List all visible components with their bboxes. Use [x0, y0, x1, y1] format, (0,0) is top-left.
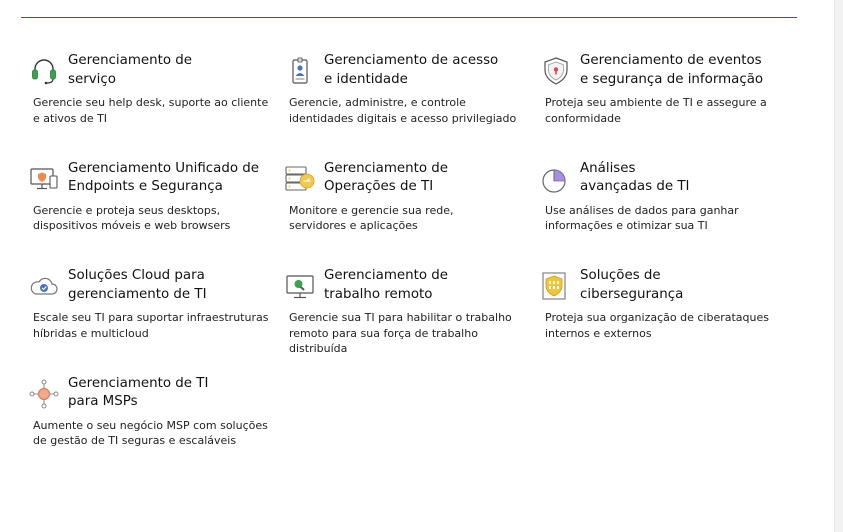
card-description	[33, 95, 281, 126]
solution-card-service-management[interactable]	[28, 52, 284, 160]
desc-line: conformidade	[545, 111, 621, 125]
card-title[interactable]	[580, 160, 790, 197]
card-title[interactable]	[68, 160, 278, 197]
title-line: Gerenciamento de	[324, 268, 449, 283]
desc-line: Gerencie seu help desk, suporte ao cliente	[33, 96, 269, 109]
card-title[interactable]	[324, 267, 534, 304]
card-title[interactable]	[68, 375, 278, 412]
desc-line: Escale seu TI para suportar infraestruturas	[33, 311, 269, 324]
card-title[interactable]	[68, 52, 278, 89]
title-line: Gerenciamento de	[68, 53, 193, 68]
desc-line: informações e otimizar sua TI	[545, 219, 708, 232]
id-badge-icon	[284, 55, 316, 87]
desc-line: Proteja sua organização de ciberataques	[545, 311, 769, 324]
title-line: Gerenciamento de eventos	[580, 53, 762, 68]
solution-card-cloud[interactable]	[28, 267, 284, 375]
title-line: Gerenciamento de TI	[68, 375, 209, 391]
server-gauge-icon	[284, 163, 316, 195]
desc-line: Gerencie sua TI para habilitar o trabalho	[289, 311, 512, 324]
card-title[interactable]	[580, 267, 790, 304]
desktop-shield-icon	[28, 163, 60, 195]
title-line: e identidade	[324, 71, 408, 87]
card-description	[33, 310, 281, 341]
title-line: trabalho remoto	[324, 286, 433, 302]
title-line: serviço	[68, 71, 116, 87]
title-line: avançadas de TI	[580, 179, 690, 194]
card-title[interactable]	[324, 160, 534, 197]
desc-line: Proteja seu ambiente de TI e assegure a	[545, 96, 767, 109]
remote-monitor-icon	[284, 270, 316, 302]
card-title[interactable]	[324, 52, 534, 89]
desc-line: Gerencie, administre, e controle	[289, 96, 466, 109]
title-line: Gerenciamento Unificado de	[68, 160, 260, 176]
desc-line: remoto para sua força de trabalho	[289, 326, 478, 340]
card-description	[289, 310, 537, 357]
desc-line: de gestão de TI seguras e escaláveis	[33, 434, 237, 447]
card-description	[545, 310, 793, 341]
card-description	[289, 95, 537, 126]
network-hub-icon	[28, 378, 60, 410]
desc-line: servidores e aplicações	[289, 219, 418, 232]
solution-card-msp[interactable]	[28, 375, 284, 483]
title-line: para MSPs	[68, 394, 138, 409]
pie-chart-icon	[540, 163, 572, 195]
solution-card-endpoint-security[interactable]	[28, 160, 284, 268]
card-description	[545, 95, 793, 126]
desc-line: híbridas e multicloud	[33, 326, 149, 340]
title-line: Soluções de	[580, 268, 661, 283]
card-description	[289, 203, 537, 234]
solution-card-it-operations[interactable]	[284, 160, 540, 268]
card-title[interactable]	[68, 267, 278, 304]
solution-card-cybersecurity[interactable]	[540, 267, 796, 375]
desc-line: dispositivos móveis e web browsers	[33, 219, 231, 232]
desc-line: Gerencie e proteja seus desktops,	[33, 203, 221, 217]
cloud-check-icon	[28, 270, 60, 302]
title-line: Gerenciamento de	[324, 160, 449, 176]
title-line: cibersegurança	[580, 286, 684, 302]
title-line: e segurança de informação	[580, 71, 764, 87]
solution-card-siem[interactable]	[540, 52, 796, 160]
title-line: Soluções Cloud para	[68, 268, 205, 283]
desc-line: Use análises de dados para ganhar	[545, 203, 739, 217]
title-line: Análises	[580, 160, 636, 176]
title-line: gerenciamento de TI	[68, 286, 207, 302]
title-line: Operações de TI	[324, 179, 434, 194]
card-description	[545, 203, 793, 234]
card-description	[33, 203, 281, 234]
shield-lock-icon	[540, 55, 572, 87]
solution-card-advanced-analytics[interactable]	[540, 160, 796, 268]
desc-line: distribuída	[289, 342, 348, 355]
title-line: Endpoints e Segurança	[68, 179, 223, 194]
headset-icon	[28, 55, 60, 87]
card-description	[33, 418, 281, 449]
solutions-grid	[28, 52, 796, 482]
desc-line: internos e externos	[545, 326, 652, 340]
title-line: Gerenciamento de acesso	[324, 53, 499, 68]
section-divider	[21, 17, 797, 18]
solution-card-remote-work[interactable]	[284, 267, 540, 375]
desc-line: identidades digitais e acesso privilegiado	[289, 111, 517, 125]
card-title[interactable]	[580, 52, 790, 89]
desc-line: Aumente o seu negócio MSP com soluções	[33, 418, 268, 432]
desc-line: e ativos de TI	[33, 111, 108, 125]
page-scrollbar[interactable]	[834, 0, 843, 532]
building-shield-icon	[540, 270, 572, 302]
solution-card-identity-access[interactable]	[284, 52, 540, 160]
desc-line: Monitore e gerencie sua rede,	[289, 203, 454, 217]
